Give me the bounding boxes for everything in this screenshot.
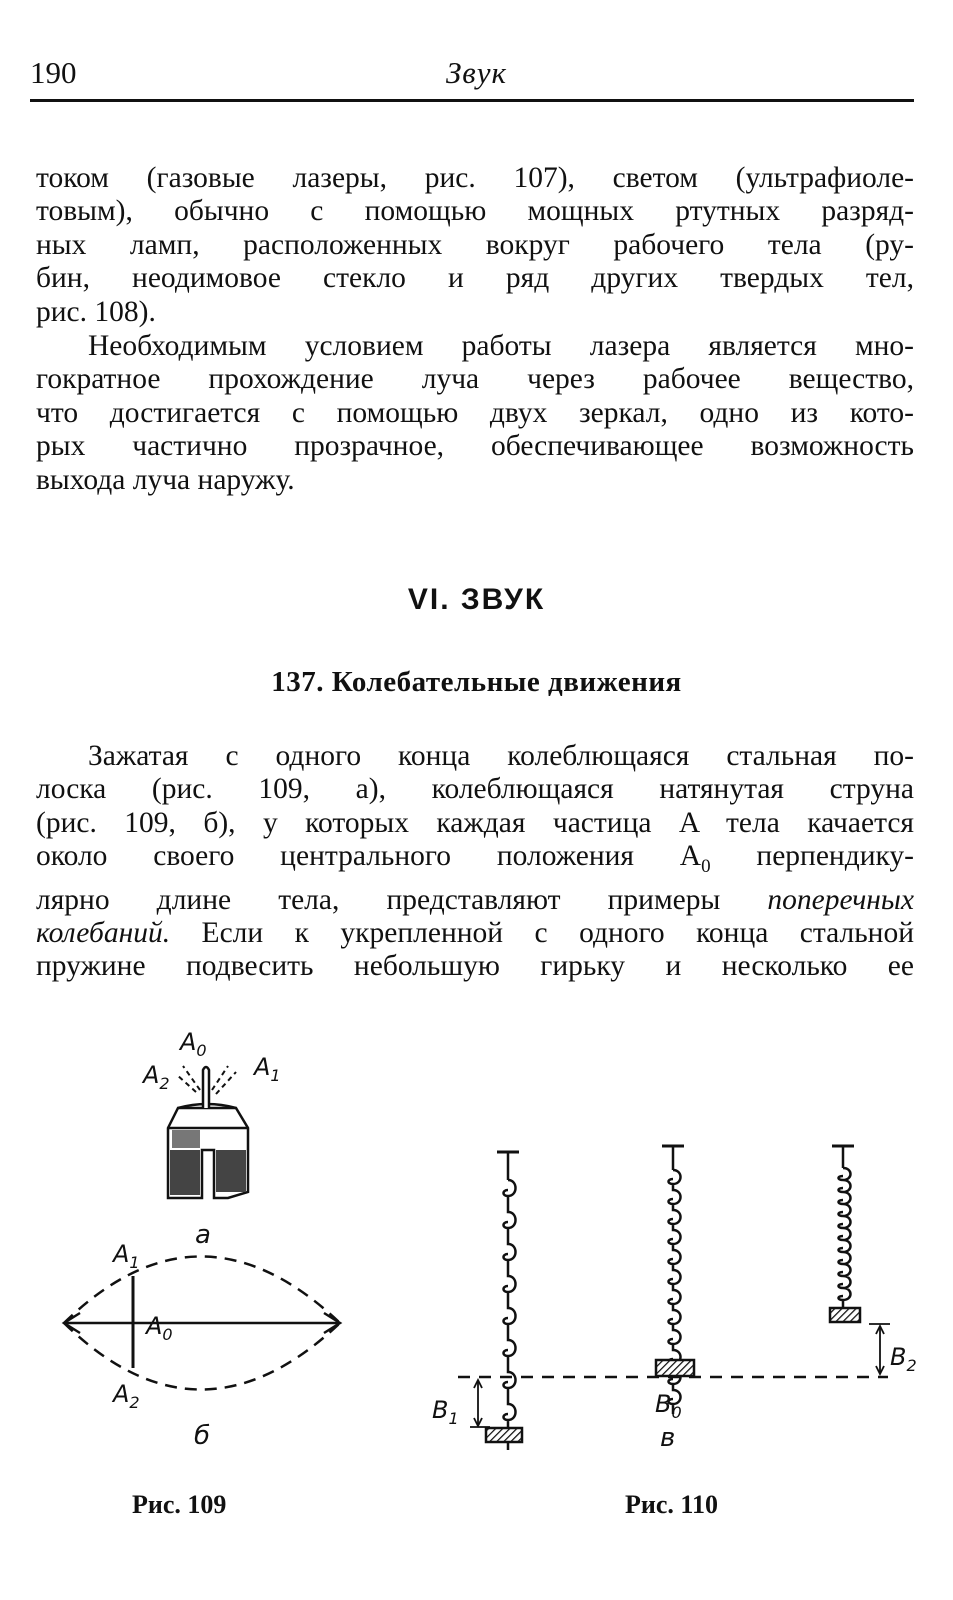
text-line: Необходимым условием работы лазера является мно- [88,330,914,362]
label-a0: $A_0$ [180,1028,207,1060]
running-title: Звук [445,55,508,90]
label-b1: $B_1$ [432,1396,459,1428]
text-line: что достигается с помощью двух зеркал, одно из кото- [36,396,914,429]
term-transverse: поперечных [767,883,914,916]
text-line: лярно длине тела, представляют примеры поперечных [36,883,914,916]
label-b0: $B_0$ [655,1390,682,1422]
caption-figure-110: Рис. 110 [625,1490,718,1519]
text-line: рых частично прозрачное, обеспечивающее возможность [36,430,914,463]
text-line: лоска (рис. 109, а), колеблющаяся натянутая струна [36,773,914,806]
label-part-a: а [195,1220,211,1250]
text-line: колебаний. Если к укрепленной с одного конца стальной [36,916,914,949]
text-line: ных ламп, расположенных вокруг рабочего тела (ру- [36,228,914,261]
text-line: током (газовые лазеры, рис. 107), светом (ультрафиоле- [36,162,914,194]
text-line: товым), обычно с помощью мощных ртутных разряд- [36,195,914,228]
text-line: пружине подвесить небольшую гирьку и несколько ее [36,950,914,983]
text-line: (рис. 109, б), у которых каждая частица A тела качается [36,806,914,839]
label-string-a2: $A_2$ [113,1380,140,1412]
text-line: выхода луча наружу. [36,463,295,496]
subscript: 0 [701,856,711,878]
label-string-a0: $A_0$ [146,1312,173,1344]
spring-equilibrium [656,1146,694,1414]
chapter-title: VI. ЗВУК [407,583,546,616]
label-a1: $A_1$ [254,1053,281,1085]
caption-figure-109: Рис. 109 [132,1490,227,1519]
spring-compressed [830,1146,860,1322]
page-number: 190 [30,55,77,90]
label-part-b: б [194,1421,211,1451]
text-line: около своего центрального положения $A_0$ перпендику- [36,840,914,878]
label-part-v: в [660,1423,676,1453]
label-string-a1: $A_1$ [113,1240,140,1272]
spring-stretched [486,1152,522,1450]
label-b2: $B_2$ [890,1343,917,1375]
term-oscillations: колебаний. [36,916,171,949]
section-title: 137. Колебательные движения [271,666,682,698]
label-a2: $A_2$ [143,1061,170,1093]
text-line: рис. 108). [36,295,156,328]
text-line: бин, неодимовое стекло и ряд других твердых тел, [36,262,914,295]
text-line: Зажатая с одного конца колеблющаяся стальная по- [88,740,914,772]
text-line: гократное прохождение луча через рабочее вещество, [36,363,914,396]
